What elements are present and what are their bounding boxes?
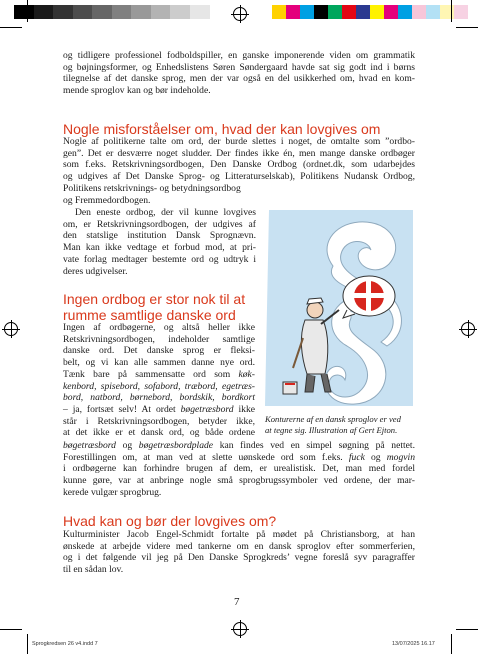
color-bar-gray xyxy=(14,5,209,19)
text-line: mende sproglov kan og bør indeholde. xyxy=(63,85,211,97)
text-line: at det ikke er et dansk ord, og både ordene xyxy=(63,427,255,439)
color-swatch xyxy=(370,5,384,19)
italic-term: bord, natbord, børnebord, bordskik, bordkort xyxy=(63,392,255,404)
gray-swatch xyxy=(131,5,151,19)
text-line xyxy=(63,392,255,404)
text-line: danske ord. Det danske sprog er fleksi- xyxy=(63,345,255,357)
page-number: 7 xyxy=(234,596,240,608)
section1-paragraph xyxy=(63,136,415,206)
crop-mark xyxy=(0,27,22,28)
text-line: Ingen af ordbøgerne, og altså heller ikke xyxy=(63,322,255,333)
gray-swatch xyxy=(53,5,73,19)
italic-term: kenbord, spisebord, sofabord, træbord, egetræs- xyxy=(63,380,255,392)
color-swatch xyxy=(398,5,412,19)
text-line: Retskrivningsordbogen, indeholder samtlige xyxy=(63,333,255,345)
text-line xyxy=(63,381,255,393)
registration-mark-bottom xyxy=(233,622,247,636)
caption-line: Konturerne af en dansk sproglov er ved xyxy=(265,414,401,424)
intro-paragraph xyxy=(63,50,415,97)
gray-swatch xyxy=(34,5,54,19)
italic-term: bøgetræsbord xyxy=(63,440,116,451)
italic-term: køk- xyxy=(238,368,255,380)
section1-paragraph-narrow xyxy=(63,207,256,277)
section3-paragraph xyxy=(63,529,415,576)
text-line: Forestillingen om, at man ved at slette uønskede ord som f.eks. fuck og mogvin xyxy=(63,451,415,463)
text-line: – ja, fortsæt selv! At ordet bøgetræsbord ikke xyxy=(63,403,255,415)
text-line: kunne gøre, var at anbringe nogle små sprogbrugssymboler ved ordene, der mar- xyxy=(63,475,415,487)
section2-paragraph-narrow xyxy=(63,322,255,439)
text-line: Politikens retskrivnings- og betydningsordbog xyxy=(63,182,241,194)
color-swatch xyxy=(412,5,426,19)
text-line: Kulturminister Jacob Engel-Schmidt fortalte på mødet på Christiansborg, at han xyxy=(63,529,415,540)
crop-mark xyxy=(451,634,452,654)
text-line: om, er Retskrivningsordbogen, der udgives af xyxy=(63,218,256,230)
gray-swatch xyxy=(170,5,190,19)
gray-swatch xyxy=(112,5,132,19)
text-line: ønskede at arbejde videre med tankerne om en dansk sproglov efter sommerferien, xyxy=(63,540,415,552)
text-line: gen”. Det er desværre noget sludder. Der findes ikke én, men mange danske ordbøger xyxy=(63,147,415,159)
italic-term: bøgetræsbordplade xyxy=(138,440,214,451)
text-line: og bøjningsformer, og Enhedslistens Søren Søndergaard havde sat sig godt ind i børns xyxy=(63,61,415,73)
paragraph-sign-illustration xyxy=(263,206,415,412)
text-line: og udgives af Det Danske Sprog- og Litteraturselskab), Politikens Nudansk Ordbog, xyxy=(63,171,415,183)
caption-line: at tegne sig. Illustration af Gert Ejton. xyxy=(265,424,398,435)
text-line: og i det følgende vil jeg på Den Danske Sprogkreds’ vegne foreslå syv paragraffer xyxy=(63,552,415,564)
text-line: står i Retskrivningsordbogen, betyder ikke, xyxy=(63,415,255,427)
text-line: Nogle af politikerne talte om ord, der burde slettes i noget, de omtalte som ”ordbo- xyxy=(63,136,415,147)
color-swatch xyxy=(342,5,356,19)
illustration xyxy=(263,206,415,412)
color-bar-cmyk xyxy=(272,5,468,19)
color-swatch xyxy=(454,5,468,19)
text-line: den statslige institution Dansk Sprognævn. xyxy=(63,230,256,242)
registration-mark-left xyxy=(4,322,18,336)
text-line: Tænk bare på sammensatte ord som køk- xyxy=(63,368,255,380)
color-swatch xyxy=(314,5,328,19)
illustration-caption xyxy=(265,414,425,435)
gray-swatch xyxy=(73,5,93,19)
section-heading: Hvad kan og bør der lovgives om? xyxy=(63,513,277,529)
text-line: og Fremmedordbogen. xyxy=(63,194,151,206)
color-swatch xyxy=(286,5,300,19)
crop-mark xyxy=(456,629,478,630)
text-line: i ordbøgerne kan forhindre brugen af dem, er urealistisk. Det, man med fordel xyxy=(63,463,415,475)
text-line: og tidligere professionel fodboldspiller, en ganske imponerende viden om grammatik xyxy=(63,50,415,61)
gray-swatch xyxy=(151,5,171,19)
color-swatch xyxy=(272,5,286,19)
crop-mark xyxy=(451,0,452,22)
section-heading xyxy=(63,291,245,323)
text-line: Man kan ikke vedtage et forbud mod, at pri- xyxy=(63,242,256,254)
color-swatch xyxy=(426,5,440,19)
text-line: belt, og vi kan alle sammen danne nye ord. xyxy=(63,357,255,369)
section-heading: Nogle misforståelser om, hvad der kan lovgives om xyxy=(63,121,381,137)
color-swatch xyxy=(300,5,314,19)
text-line: deres udgivelser. xyxy=(63,265,128,277)
italic-term: fuck xyxy=(348,451,365,463)
color-swatch xyxy=(356,5,370,19)
section2-paragraph-full xyxy=(63,440,415,499)
gray-swatch xyxy=(92,5,112,19)
crop-mark xyxy=(456,27,478,28)
gray-swatch xyxy=(14,5,34,19)
color-swatch xyxy=(328,5,342,19)
text-line: bøgetræsbord og bøgetræsbordplade kan findes ved en simpel søgning på nettet. xyxy=(63,440,415,451)
registration-mark-top xyxy=(233,7,247,21)
crop-mark xyxy=(0,629,22,630)
text-line: tilegnelse af det danske sprog, men der var også en del usikkerhed om, hvad en kom- xyxy=(63,73,415,85)
text-line: som f.eks. Retskrivningsordbogen, Den Danske Ordbog (ordnet.dk, som udarbejdes xyxy=(63,159,415,171)
heading-line: Ingen ordbog er stor nok til at xyxy=(63,291,246,307)
italic-term: bøgetræsbord xyxy=(180,403,234,415)
text-line: kerede vulgær sprogbrug. xyxy=(63,486,162,498)
italic-term: mogvin xyxy=(386,451,415,463)
heading-line: rumme samtlige danske ord xyxy=(63,307,236,323)
color-swatch xyxy=(384,5,398,19)
slug-left: Sprogkredsen 26 v4.indd 7 xyxy=(32,641,98,647)
slug-right: 13/07/2025 16.17 xyxy=(392,641,435,647)
text-line: Den eneste ordbog, der vil kunne lovgives xyxy=(75,207,256,218)
registration-mark-right xyxy=(461,322,475,336)
crop-mark xyxy=(27,634,28,654)
text-line: vate forlag medtager bestemte ord og udtryk i xyxy=(63,253,256,265)
gray-swatch xyxy=(190,5,210,19)
text-line: til en sådan lov. xyxy=(63,564,124,576)
crop-mark xyxy=(27,0,28,22)
